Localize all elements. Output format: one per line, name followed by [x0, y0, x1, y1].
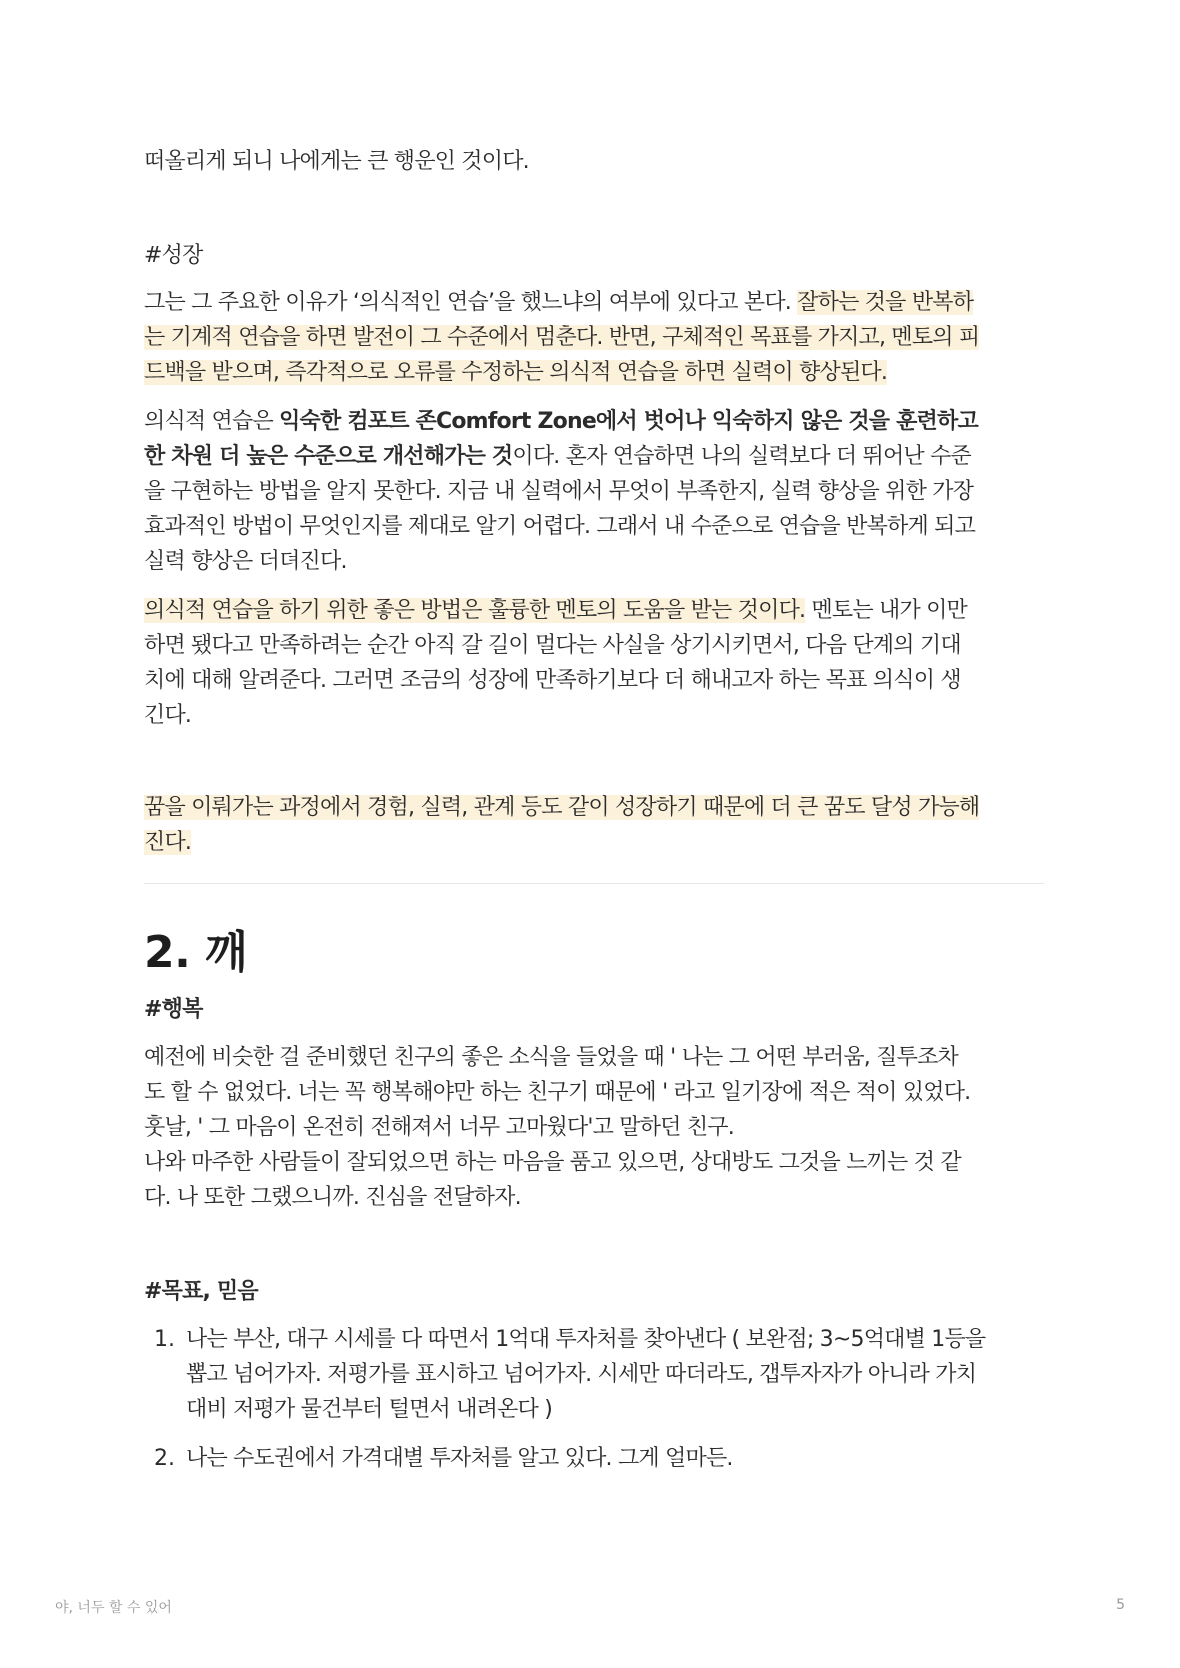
- text-line: 도 할 수 없었다. 너는 꼭 행복해야만 하는 친구기 때문에 ' 라고 일기장에 적은 적이 있었다.: [144, 1080, 971, 1105]
- list-number: 2.: [154, 1446, 175, 1471]
- list-item-text: 나는 부산, 대구 시세를 다 따면서 1억대 투자처를 찾아낸다 ( 보완점; 3~5억대별 1등을: [186, 1327, 986, 1352]
- text-line: 효과적인 방법이 무엇인지를 제대로 알기 어렵다. 그래서 내 수준으로 연습을 반복하게 되고: [144, 514, 976, 539]
- list-item-text: 나는 수도권에서 가격대별 투자처를 알고 있다. 그게 얼마든.: [186, 1446, 733, 1471]
- text-line: 예전에 비슷한 걸 준비했던 친구의 좋은 소식을 들었을 때 ' 나는 그 어떤 부러움, 질투조차: [144, 1045, 958, 1070]
- section-heading: 2. 깨: [144, 927, 248, 978]
- list-item-text: 대비 저평가 물건부터 털면서 내려온다 ): [186, 1397, 552, 1422]
- text-line: 긴다.: [144, 703, 192, 728]
- divider: [144, 883, 1044, 884]
- growth-tag: #성장: [144, 243, 203, 268]
- text: 이다. 혼자 연습하면 나의 실력보다 더 뛰어난 수준: [512, 444, 971, 469]
- highlighted-text: 진다.: [144, 830, 192, 855]
- bold-text: 한 차원 더 높은 수준으로 개선해가는 것: [144, 444, 513, 469]
- page-number: 5: [1116, 1597, 1125, 1613]
- text: 그는 그 주요한 이유가 ‘의식적인 연습’을 했느냐의 여부에 있다고 본다.: [144, 290, 798, 315]
- list-item-text: 뽑고 넘어가자. 저평가를 표시하고 넘어가자. 시세만 따더라도, 갭투자자가 아니라 가치: [186, 1362, 977, 1387]
- highlighted-text: 의식적 연습을 하기 위한 좋은 방법은 훌륭한 멘토의 도움을 받는 것이다.: [144, 598, 806, 623]
- highlighted-text: 는 기계적 연습을 하면 발전이 그 수준에서 멈춘다. 반면, 구체적인 목표를 가지고, 멘토의 피: [144, 325, 980, 350]
- highlighted-text: 드백을 받으며, 즉각적으로 오류를 수정하는 의식적 연습을 하면 실력이 향상된다.: [144, 360, 888, 385]
- list-number: 1.: [154, 1327, 175, 1352]
- text: 의식적 연습은: [144, 409, 280, 434]
- text-line: 실력 향상은 더뎌진다.: [144, 549, 347, 574]
- text-line: 훗날, ' 그 마음이 온전히 전해져서 너무 고마웠다'고 말하던 친구.: [144, 1115, 734, 1140]
- text-line: 하면 됐다고 만족하려는 순간 아직 갈 길이 멀다는 사실을 상기시키면서, 다음 단계의 기대: [144, 633, 961, 658]
- text-line: 다. 나 또한 그랬으니까. 진심을 전달하자.: [144, 1185, 521, 1210]
- text: 멘토는 내가 이만: [805, 598, 967, 623]
- goals-tag: #목표, 믿음: [144, 1279, 258, 1304]
- highlighted-text: 잘하는 것을 반복하: [797, 290, 974, 315]
- text-line: 을 구현하는 방법을 알지 못한다. 지금 내 실력에서 무엇이 부족한지, 실력 향상을 위한 가장: [144, 479, 974, 504]
- bold-text: 익숙한 컴포트 존Comfort Zone에서 벗어나 익숙하지 않은 것을 훈련하고: [279, 409, 978, 434]
- text-line: 치에 대해 알려준다. 그러면 조금의 성장에 만족하기보다 더 해내고자 하는 목표 의식이 생: [144, 668, 961, 693]
- text-line: 나와 마주한 사람들이 잘되었으면 하는 마음을 품고 있으면, 상대방도 그것을 느끼는 것 같: [144, 1150, 961, 1175]
- footer-title: 야, 너두 할 수 있어: [55, 1600, 172, 1616]
- intro-line: 떠올리게 되니 나에게는 큰 행운인 것이다.: [144, 149, 529, 174]
- highlighted-text: 꿈을 이뤄가는 과정에서 경험, 실력, 관계 등도 같이 성장하기 때문에 더 큰 꿈도 달성 가능해: [144, 795, 980, 820]
- happiness-tag: #행복: [144, 997, 203, 1022]
